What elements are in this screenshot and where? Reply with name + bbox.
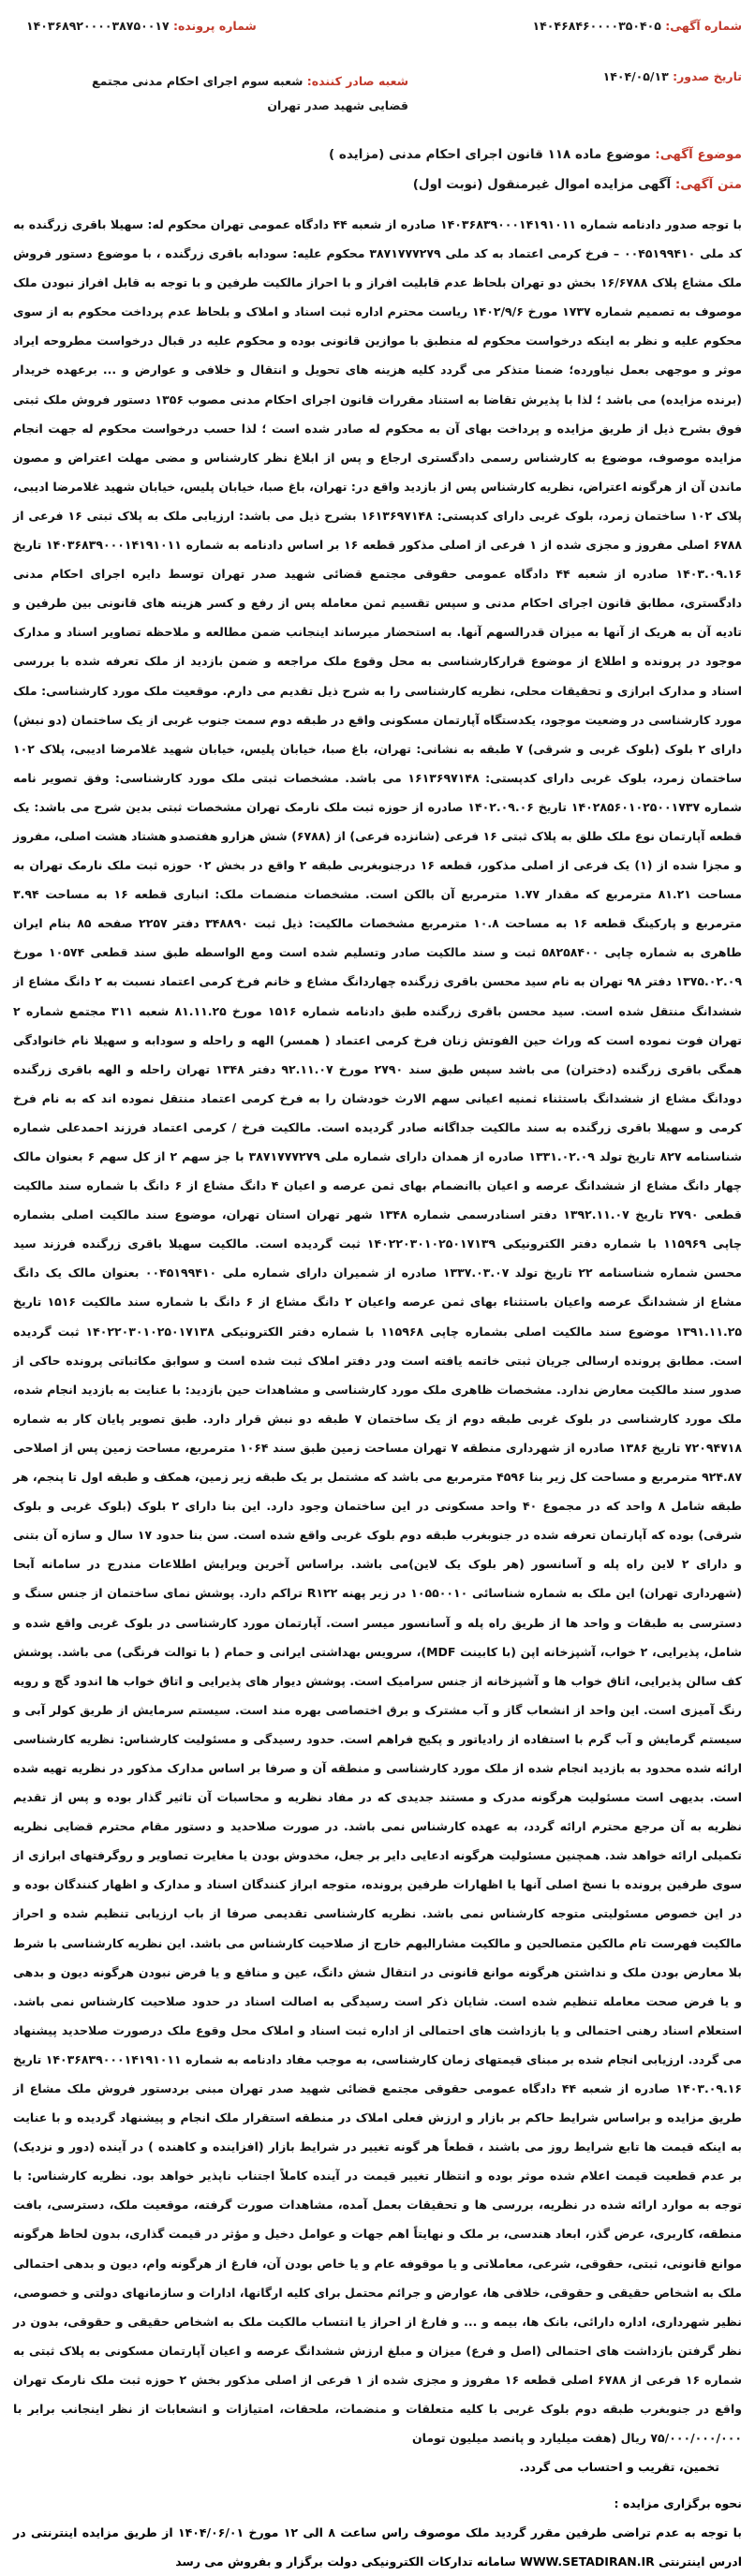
issuing-branch-label: شعبه صادر کننده: (306, 74, 408, 88)
subject-block (13, 144, 742, 195)
file-number-label: شماره پرونده: (172, 19, 257, 33)
notice-number (533, 19, 742, 33)
notice-text-value: آگهی مزایده اموال غیرمنقول (نوبت اول) (412, 177, 672, 192)
notice-subject-value: موضوع ماده ۱۱۸ قانون اجرای احکام مدنی (مزایده ) (329, 147, 651, 162)
issue-date (603, 69, 742, 83)
notice-number-value: ۱۴۰۴۶۸۴۶۰۰۰۰۳۵۰۴۰۵ (532, 19, 661, 33)
notice-subject-label: موضوع آگهی: (655, 147, 742, 162)
closing-line: تخمین، تقریب و احتساب می گردد. (519, 2460, 719, 2475)
notice-subject (13, 144, 742, 165)
notice-text-label: متن آگهی: (674, 177, 742, 192)
notice-number-label: شماره آگهی: (665, 19, 742, 33)
issuing-branch-value: شعبه سوم اجرای احکام مدنی مجتمع قضایی شهید صدر تهران (92, 74, 408, 112)
issuing-branch (90, 69, 408, 118)
issue-date-value: ۱۴۰۴/۰۵/۱۳ (602, 69, 669, 83)
auction-method-title: نحوه برگزاری مزایده : (614, 2496, 742, 2511)
notice-text-title (13, 174, 742, 195)
file-number (26, 19, 257, 33)
notice-body: با توجه صدور دادنامه شماره ۱۴۰۳۶۸۳۹۰۰۰۱۴۱۹۱۰۱۱ صادره از شعبه ۴۴ دادگاه عمومی تهران محکوم له: سهیلا باقری زرگنده به کد ملی ۰۰۴۵۱۹۹۴۱۰ – فرخ کرمی اعتماد به کد ملی ۳۸۷۱۷۷۷۲۷۹ محکوم علیه: سودابه باقری زرگنده ، با موضوع دستور فروش ملک مشاع پلاک ۱۶/۶۷۸۸ بخش دو تهران بلحاظ عدم قابلیت افراز و با احراز مالکیت طرفین و با توجه به قابل افراز نبودن ملک موصوف به تصمیم شماره ۱۷۳۷ مورخ ۱۴۰۲/۹/۶ ریاست محترم اداره ثبت اسناد و املاک و بلحاظ عدم پرداخت محکوم به از سوی محکوم علیه و نظر به اینکه درخواست محکوم له منطبق با موازین قانونی بوده و محکوم علیه در قبال درخواست مطروحه ایراد موثر و موجهی بعمل نیاورده؛ ضمنا متذکر می گردد کلیه هزینه های تحویل و انتقال و خلافی و عوارض و ... برعهده خریدار (برنده مزایده) می باشد ؛ لذا با پذیرش تقاضا به استناد مقررات قانون اجرای احکام مدنی مصوب ۱۳۵۶ دستور فروش ملک ثبتی فوق بشرح ذیل از طریق مزایده و پرداخت بهای آن به محکوم له صادر شده است ؛ لذا حسب درخواست محکوم له جهت انجام مزایده موصوف، موضوع به کارشناس رسمی دادگستری ارجاع و پس از ابلاغ نظر کارشناس و مضی مهلت اعتراض و مصون ماندن آن از هرگونه اعتراض، نظریه کارشناس پس از بازدید واقع در: تهران، باغ صبا، خیابان پلیس، خیابان شهید غلامرضا ادیبی، پلاک ۱۰۲ ساختمان زمرد، بلوک غربی دارای کدپستی: ۱۶۱۳۶۹۷۱۴۸ بشرح ذیل می باشد: ارزیابی ملک به پلاک ثبتی ۱۶ فرعی از ۶۷۸۸ اصلی مفروز و مجزی شده از ۱ فرعی از اصلی مذکور قطعه ۱۶ بر اساس دادنامه به شماره ۱۴۰۳۶۸۳۹۰۰۰۱۴۱۹۱۰۱۱ تاریخ ۱۴۰۳.۰۹.۱۶ صادره از شعبه ۴۴ دادگاه عمومی حقوقی مجتمع قضائی شهید صدر تهران توسط دایره اجرای احکام مدنی دادگستری، مطابق قانون اجرای احکام مدنی و سپس تقسیم ثمن معامله پس از رفع و کسر هزینه های قانونی بین طرفین و تادیه آن به هریک از آنها به میزان قدرالسهم آنها. به استحضار میرساند اینجانب ضمن مطالعه و ملاحظه تصاویر اسناد و مدارک موجود در پرونده و اطلاع از موضوع قرارکارشناسی به محل وقوع ملک مراجعه و ضمن بازدید از ملک تعرفه شده با بررسی اسناد و مدارک ابرازی و تحقیقات محلی، نظریه کارشناسی را به شرح ذیل تقدیم می دارم. موقعیت ملک مورد کارشناسی: ملک مورد کارشناسی در وضعیت موجود، یکدستگاه آپارتمان مسکونی واقع در طبقه دوم سمت جنوب غربی از یک ساختمان (دو نبش) دارای ۲ بلوک (بلوک غربی و شرقی) ۷ طبقه به نشانی: تهران، باغ صبا، خیابان پلیس، خیابان شهید غلامرضا ادیبی، پلاک ۱۰۲ ساختمان زمرد، بلوک غربی دارای کدپستی: ۱۶۱۳۶۹۷۱۴۸ می باشد. مشخصات ثبتی ملک مورد کارشناسی: وفق تصویر نامه شماره ۱۴۰۲۸۵۶۰۱۰۲۵۰۰۱۷۳۷ تاریخ ۱۴۰۲.۰۹.۰۶ صادره از حوزه ثبت ملک نارمک تهران مشخصات ثبتی بدین شرح می باشد: یک قطعه آپارتمان نوع ملک طلق به پلاک ثبتی ۱۶ فرعی (شانزده فرعی) از (۶۷۸۸) شش هزارو هفتصدو هشتاد هشت اصلی، مفروز و مجزا شده از (۱) یک فرعی از اصلی مذکور، قطعه ۱۶ درجنوبغربی طبقه ۲ واقع در بخش ۰۲ حوزه ثبت ملک نارمک تهران به مساحت ۸۱.۲۱ مترمربع که مقدار ۱.۷۷ مترمربع آن بالکن است. مشخصات منضمات ملک: انباری قطعه ۱۶ به مساحت ۳.۹۴ مترمربع و پارکینگ قطعه ۱۶ به مساحت ۱۰.۸ مترمربع مشخصات مالکیت: ذیل ثبت ۳۴۸۸۹۰ دفتر ۲۲۵۷ صفحه ۸۵ بنام ایران طاهری به شماره چاپی ۵۸۲۵۸۴۰۰ ثبت و سند مالکیت صادر وتسلیم شده است ومع الواسطه طبق سند قطعی ۱۰۵۷۴ مورخ ۱۳۷۵.۰۲.۰۹ دفتر ۹۸ تهران به نام سید محسن باقری زرگنده چهاردانگ مشاع و خانم فرخ کرمی اعتماد نسبت به ۲ دانگ مشاع از ششدانگ منتقل شده است. سید محسن باقری زرگنده طبق دادنامه شماره ۱۵۱۶ مورخ ۸۱.۱۱.۲۵ شعبه ۳۱۱ مجتمع شماره ۲ تهران فوت نموده است که وراث حین الفوتش زنان فرخ کرمی اعتماد ( همسر) الهه و راحله و سودابه و سهیلا نام خانوادگی همگی باقری زرگنده (دختران) می باشد سپس طبق سند ۲۷۹۰ مورخ ۹۲.۱۱.۰۷ دفتر ۱۳۴۸ تهران راحله و الهه باقری زرگنده دودانگ مشاع از ششدانگ باستثناء ثمنیه اعیانی سهم الارث خودشان را به فرخ کرمی اعتماد منتقل نموده اند که به نام فرخ کرمی و سهیلا باقری زرگنده به سند مالکیت جداگانه صادر گردیده است. مالکیت فرخ / کرمی اعتماد فرزند احمدعلی شماره شناسنامه ۸۲۷ تاریخ تولد ۱۳۳۱.۰۲.۰۹ صادره از همدان دارای شماره ملی ۳۸۷۱۷۷۷۲۷۹ با جز سهم ۲ از کل سهم ۶ بعنوان مالک چهار دانگ مشاع از ششدانگ عرصه و اعیان باانضمام بهای ثمن عرصه و اعیان ۴ دانگ مشاع از ۶ دانگ با شماره سند مالکیت قطعی ۲۷۹۰ تاریخ ۱۳۹۲.۱۱.۰۷ دفتر اسنادرسمی شماره ۱۳۴۸ شهر تهران استان تهران، موضوع سند مالکیت اصلی بشماره چاپی ۱۱۵۹۶۹ با شماره دفتر الکترونیکی ۱۴۰۲۲۰۳۰۱۰۲۵۰۱۷۱۳۹ ثبت گردیده است. مالکیت سهیلا باقری زرگنده فرزند سید محسن شماره شناسنامه ۲۲ تاریخ تولد ۱۳۳۷.۰۳.۰۷ صادره از شمیران دارای شماره ملی ۰۰۴۵۱۹۹۴۱۰ بعنوان مالک یک دانگ مشاع از ششدانگ عرصه واعیان باستثناء بهای ثمن عرصه واعیان ۲ دانگ مشاع از ۶ دانگ با شماره سند مالکیت ۱۵۱۶ تاریخ ۱۳۹۱.۱۱.۲۵ موضوع سند مالکیت اصلی بشماره چاپی ۱۱۵۹۶۸ با شماره دفتر الکترونیکی ۱۴۰۲۲۰۳۰۱۰۲۵۰۱۷۱۳۸ ثبت گردیده است. مطابق پرونده ارسالی جریان ثبتی خاتمه یافته است ودر دفتر املاک ثبت شده است و سوابق مکاتباتی پرونده حاکی از صدور سند مالکیت معارض ندارد. مشخصات ظاهری ملک مورد کارشناسی و مشاهدات حین بازدید: با عنایت به بازدید انجام شده، ملک مورد کارشناسی در بلوک غربی طبقه دوم از یک ساختمان ۷ طبقه دو نبش قرار دارد. طبق تصویر پایان کار به شماره ۷۲۰۹۴۷۱۸ تاریخ ۱۳۸۶ صادره از شهرداری منطقه ۷ تهران مساحت زمین طبق سند ۱۰۶۴ مترمربع، مساحت زمین پس از اصلاحی ۹۲۴.۸۷ مترمربع و مساحت کل زیر بنا ۴۵۹۶ مترمربع می باشد که مشتمل بر یک طبقه زیر زمین، همکف و طبقه اول تا پنجم، هر طبقه شامل ۸ واحد که در مجموع ۴۰ واحد مسکونی در این ساختمان وجود دارد. این بنا دارای ۲ بلوک (بلوک غربی و بلوک شرقی) بوده که آپارتمان تعرفه شده در جنوبغرب طبقه دوم بلوک غربی واقع شده است. سن بنا حدود ۱۷ سال و سازه آن بتنی و دارای ۲ لاین راه پله و آسانسور (هر بلوک یک لاین)می باشد. براساس آخرین ویرایش اطلاعات مندرج در سامانه آبحا (شهرداری تهران) این ملک به شماره شناسائی ۱۰۵۵۰۰۱۰ در زیر پهنه R۱۲۲ تراکم دارد. پوشش نمای ساختمان از جنس سنگ و دسترسی به طبقات و واحد ها از طریق راه پله و آسانسور میسر است. آپارتمان مورد کارشناسی در بلوک غربی واقع شده و شامل، پذیرایی، ۲ خواب، آشپزخانه اپن (با کابینت MDF)، سرویس بهداشتی ایرانی و حمام ( با توالت فرنگی) می باشد. پوشش کف سالن پذیرایی، اتاق خواب ها و آشپزخانه از جنس سرامیک است. پوشش دیوار های پذیرایی و اتاق خواب ها اندود گچ و رویه رنگ آمیزی است. این واحد از انشعاب گاز و آب مشترک و برق اختصاصی بهره مند است. سیستم سرمایش از طریق کولر آبی و سیستم گرمایش و آب گرم با استفاده از رادیاتور و پکیج فراهم است. حدود رسیدگی و مسئولیت کارشناس: نظریه کارشناسی ارائه شده محدود به بازدید انجام شده از ملک مورد کارشناسی و منطقه آن و صرفا بر اساس مدارک مذکور در نظریه تهیه شده است. بدیهی است مسئولیت هرگونه مدرک و مستند جدیدی که در مفاد نظریه و محاسبات آن تاثیر گذار بوده و پس از تقدیم نظریه به آن مرجع محترم ارائه گردد، به عهده کارشناس نمی باشد. در صورت صلاحدید و دستور مقام محترم قضایی نظریه تکمیلی ارائه خواهد شد. همچنین مسئولیت هرگونه ادعایی دایر بر جعل، مخدوش بودن یا مغایرت تصاویر و روگرفتهای ابرازی از سوی طرفین پرونده با نسخ اصلی آنها یا اظهارات طرفین پرونده، متوجه ابراز کنندگان اسناد و مدارک و اظهار کنندگان بوده و در این خصوص مسئولیتی متوجه کارشناس نمی باشد. نظریه کارشناسی تقدیمی صرفا از باب ارزیابی تنظیم شده و احراز مالکیت فهرست تام مالکین متصالحین و مالکیت مشارالیهم خارج از صلاحیت کارشناس می باشد. این نظریه کارشناسی با شرط بلا معارض بودن ملک و نداشتن هرگونه موانع قانونی در انتقال شش دانگ، عین و منافع و یا فرض نبودن هرگونه دیون و بدهی و یا فرض صحت معامله تنظیم شده است. شایان ذکر است رسیدگی به اصالت اسناد در حدود صلاحیت کارشناس نمی باشد. استعلام اسناد رهنی احتمالی و یا بازداشت های احتمالی از اداره ثبت اسناد و املاک محل وقوع ملک درصورت صلاحدید پیشنهاد می گردد. ارزیابی انجام شده بر مبنای قیمتهای زمان کارشناسی، به موجب مفاد دادنامه به شماره ۱۴۰۳۶۸۳۹۰۰۰۱۴۱۹۱۰۱۱ تاریخ ۱۴۰۳.۰۹.۱۶ صادره از شعبه ۴۴ دادگاه عمومی حقوقی مجتمع قضائی شهید صدر تهران مبنی بردستور فروش ملک مشاع از طریق مزایده و براساس شرایط حاکم بر بازار و ارزش فعلی املاک در منطقه استقرار ملک انجام و پیشنهاد گردیده و با عنایت به اینکه قیمت ها تابع شرایط روز می باشند ، قطعاً هر گونه تغییر در شرایط بازار (افزاینده و کاهنده ) در آینده (دور و نزدیک) بر عدم قطعیت قیمت اعلام شده موثر بوده و انتظار تغییر قیمت در آینده کاملاً اجتناب ناپذیر خواهد بود. نظریه کارشناس: با توجه به موارد ارائه شده در نظریه، بررسی ها و تحقیقات بعمل آمده، مشاهدات صورت گرفته، موقعیت ملک، دسترسی، بافت منطقه، کاربری، عرض گذر، ابعاد هندسی، بر ملک و نهایتاً اهم جهات و عوامل دخیل و مؤثر در قیمت گذاری، بدون لحاظ هرگونه موانع قانونی، ثبتی، حقوقی، شرعی، معاملاتی و یا موقوفه عام و یا خاص بودن آن، فارغ از هرگونه وام، دیون و بدهی احتمالی ملک به اشخاص حقیقی و حقوقی، خلافی ها، عوارض و جرائم محتمل برای کلیه ارگانها، ادارات و سازمانهای دولتی و خصوصی، نظیر شهرداری، اداره دارائی، بانک ها، بیمه و ... و فارغ از احراز یا انتساب مالکیت ملک به اشخاص حقیقی و حقوقی، بدون در نظر گرفتن بازداشت های احتمالی (اصل و فرع) میزان و مبلغ ارزش ششدانگ عرصه و اعیان آپارتمان مسکونی به پلاک ثبتی به شماره ۱۶ فرعی از ۶۷۸۸ اصلی قطعه ۱۶ مفروز و مجزی شده از ۱ فرعی از اصلی مذکور بخش ۲ حوزه ثبت ملک نارمک تهران واقع در جنوبغرب طبقه دوم بلوک غربی با کلیه متعلقات و منضمات، ملحقات، امتیازات و انشعابات از نظر اینجانب برابر با ۷۵/۰۰۰/۰۰۰/۰۰۰ ریال (هفت میلیارد و پانصد میلیون تومان (13, 217, 743, 2446)
auction-method-text: با توجه به عدم تراضی طرفین مقرر گردید ملک موصوف راس ساعت ۸ الی ۱۲ مورخ ۱۴۰۴/۰۶/۰۱ از طریق مزایده اینترنتی در ادرس اینترنتی WWW.SETADIRAN.IR سامانه تدارکات الکترونیکی دولت برگزار و بفروش می رسد (13, 2525, 742, 2569)
issue-date-label: تاریخ صدور: (673, 69, 742, 83)
file-number-value: ۱۴۰۳۶۸۹۲۰۰۰۰۳۸۷۵۰۰۱۷ (26, 19, 170, 33)
notice-header (13, 13, 742, 112)
